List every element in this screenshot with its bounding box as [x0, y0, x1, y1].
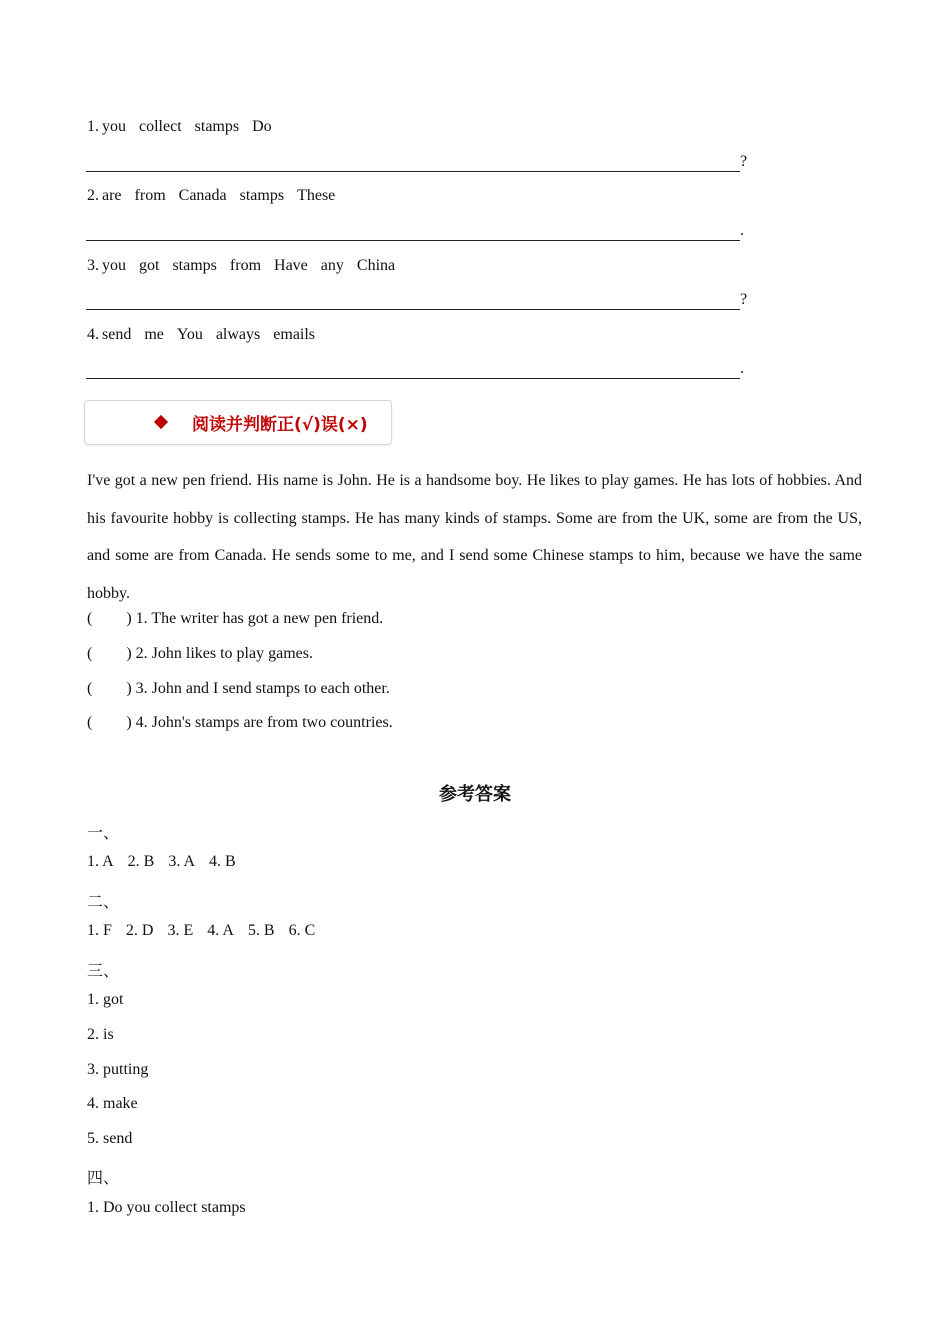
section-title: 阅读并判断正(√)误(×) — [192, 415, 368, 435]
reorder-item-4: 4. send me You always emails — [87, 326, 316, 343]
answer-part-1: 1. A 2. B 3. A 4. B — [87, 853, 236, 870]
answer-part-3-item-1: 1. got — [87, 991, 124, 1008]
answer-part-1-label: 一、 — [87, 823, 120, 842]
answer-part-3-item-5: 5. send — [87, 1130, 133, 1147]
reorder-item-2: 2. are from Canada stamps These — [87, 187, 336, 204]
tf-question-1: ( ) 1. The writer has got a new pen friend. — [87, 610, 384, 627]
answer-line-3[interactable] — [86, 309, 740, 310]
answer-line-1[interactable] — [86, 171, 740, 172]
answer-line-4[interactable] — [86, 378, 740, 379]
end-punct-2: . — [740, 222, 744, 239]
tf-question-3: ( ) 3. John and I send stamps to each other. — [87, 680, 390, 697]
answer-part-4-item-1: 1. Do you collect stamps — [87, 1199, 246, 1216]
answer-part-4-label: 四、 — [87, 1168, 120, 1187]
end-punct-3: ? — [740, 291, 748, 308]
reorder-item-1: 1. you collect stamps Do — [87, 118, 272, 135]
answer-part-3-label: 三、 — [87, 961, 120, 980]
answer-part-2: 1. F 2. D 3. E 4. A 5. B 6. C — [87, 922, 316, 939]
answer-part-3-item-4: 4. make — [87, 1095, 138, 1112]
tf-question-2: ( ) 2. John likes to play games. — [87, 645, 313, 662]
end-punct-1: ? — [740, 153, 748, 170]
answer-part-3-item-2: 2. is — [87, 1026, 114, 1043]
answer-key-title: 参考答案 — [439, 784, 511, 805]
reorder-item-3: 3. you got stamps from Have any China — [87, 257, 396, 274]
end-punct-4: . — [740, 360, 744, 377]
answer-part-2-label: 二、 — [87, 892, 120, 911]
answer-part-3-item-3: 3. putting — [87, 1061, 149, 1078]
answer-line-2[interactable] — [86, 240, 740, 241]
tf-question-4: ( ) 4. John's stamps are from two countries. — [87, 714, 393, 731]
reading-passage: I've got a new pen friend. His name is John. He is a handsome boy. He likes to play games. He has lots of hobbies. And his favourite hobby is collecting stamps. He has many kinds of stamps. Some are from the UK, some are from the US, and some are from Canada. He sends some to me, and I send some Chinese stamps to him, because we have the same hobby. — [87, 472, 862, 602]
